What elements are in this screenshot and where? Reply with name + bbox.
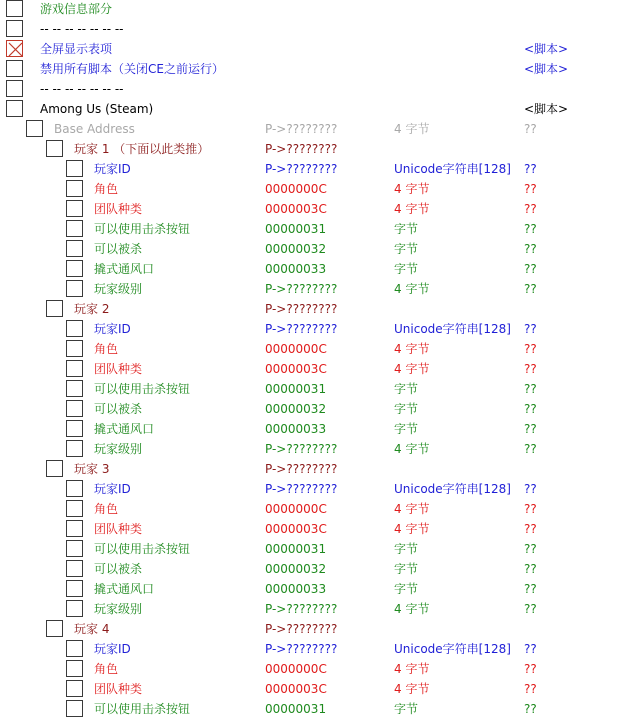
cell-value-type: Unicode字符串[128] bbox=[394, 482, 511, 496]
cell-description: 角色 bbox=[94, 502, 119, 516]
table-row[interactable] bbox=[0, 240, 629, 260]
table-row[interactable] bbox=[0, 420, 629, 440]
cell-description: Base Address bbox=[54, 122, 135, 136]
cell-description: 撬式通风口 bbox=[94, 262, 155, 276]
table-row[interactable] bbox=[0, 300, 629, 320]
cell-value-type: 4 字节 bbox=[394, 602, 430, 616]
table-row[interactable] bbox=[0, 440, 629, 460]
cell-value-type: 4 字节 bbox=[394, 682, 430, 696]
cell-address: 0000000C bbox=[265, 182, 327, 196]
cell-value-type: Unicode字符串[128] bbox=[394, 162, 511, 176]
table-row[interactable] bbox=[0, 680, 629, 700]
table-row[interactable] bbox=[0, 100, 629, 120]
checkbox-icon[interactable] bbox=[66, 640, 83, 657]
cell-description: 团队种类 bbox=[94, 522, 143, 536]
cell-description: 团队种类 bbox=[94, 682, 143, 696]
cell-address: P->???????? bbox=[265, 302, 338, 316]
cell-description: 团队种类 bbox=[94, 362, 143, 376]
checkbox-icon[interactable] bbox=[66, 580, 83, 597]
cell-description: 全屏显示表项 bbox=[40, 42, 113, 56]
checkbox-icon[interactable] bbox=[66, 160, 83, 177]
table-row[interactable] bbox=[0, 460, 629, 480]
cell-value: ?? bbox=[524, 702, 537, 716]
cell-address: 0000003C bbox=[265, 202, 327, 216]
cell-address: 0000000C bbox=[265, 662, 327, 676]
cell-description: 玩家级别 bbox=[94, 602, 143, 616]
cell-description: 玩家ID bbox=[94, 482, 131, 496]
cell-address: P->???????? bbox=[265, 482, 338, 496]
cell-address: P->???????? bbox=[265, 162, 338, 176]
cell-address: 00000032 bbox=[265, 562, 327, 576]
table-row[interactable] bbox=[0, 320, 629, 340]
cell-address: 00000031 bbox=[265, 382, 327, 396]
cell-value-type: Unicode字符串[128] bbox=[394, 322, 511, 336]
table-row[interactable] bbox=[0, 160, 629, 180]
cell-value-type: 4 字节 bbox=[394, 202, 430, 216]
checked-x-icon[interactable] bbox=[6, 40, 23, 57]
table-row[interactable] bbox=[0, 700, 629, 720]
cell-description: 可以被杀 bbox=[94, 242, 143, 256]
cell-address: 00000032 bbox=[265, 402, 327, 416]
table-row[interactable] bbox=[0, 340, 629, 360]
checkbox-icon[interactable] bbox=[66, 380, 83, 397]
checkbox-icon[interactable] bbox=[66, 220, 83, 237]
cell-address: 0000003C bbox=[265, 682, 327, 696]
cell-address: P->???????? bbox=[265, 622, 338, 636]
cell-value: ?? bbox=[524, 582, 537, 596]
cell-value: ?? bbox=[524, 422, 537, 436]
table-row[interactable] bbox=[0, 640, 629, 660]
table-row[interactable] bbox=[0, 620, 629, 640]
cell-address: 00000031 bbox=[265, 222, 327, 236]
checkbox-icon[interactable] bbox=[6, 0, 23, 17]
cell-description: 玩家 4 bbox=[74, 622, 110, 636]
checkbox-icon[interactable] bbox=[66, 560, 83, 577]
checkbox-icon[interactable] bbox=[6, 60, 23, 77]
cell-address: 0000000C bbox=[265, 502, 327, 516]
cell-address: P->???????? bbox=[265, 462, 338, 476]
cell-description: 可以使用击杀按钮 bbox=[94, 702, 191, 716]
cell-value: ?? bbox=[524, 482, 537, 496]
checkbox-icon[interactable] bbox=[66, 200, 83, 217]
cell-address: 00000031 bbox=[265, 542, 327, 556]
table-row[interactable] bbox=[0, 60, 629, 80]
cell-address: 00000033 bbox=[265, 582, 327, 596]
cell-address: P->???????? bbox=[265, 322, 338, 336]
table-row[interactable] bbox=[0, 380, 629, 400]
cell-value-type: 字节 bbox=[394, 262, 419, 276]
table-row[interactable] bbox=[0, 140, 629, 160]
cell-description: 角色 bbox=[94, 182, 119, 196]
cell-address: P->???????? bbox=[265, 122, 338, 136]
checkbox-icon[interactable] bbox=[66, 680, 83, 697]
table-row[interactable] bbox=[0, 400, 629, 420]
cell-description: 团队种类 bbox=[94, 202, 143, 216]
cell-value: ?? bbox=[524, 402, 537, 416]
table-row[interactable] bbox=[0, 260, 629, 280]
checkbox-icon[interactable] bbox=[6, 20, 23, 37]
cell-address: 00000033 bbox=[265, 262, 327, 276]
cell-value: ?? bbox=[524, 502, 537, 516]
cell-description: 可以使用击杀按钮 bbox=[94, 382, 191, 396]
cell-description: 撬式通风口 bbox=[94, 422, 155, 436]
checkbox-icon[interactable] bbox=[66, 660, 83, 677]
table-row[interactable] bbox=[0, 520, 629, 540]
cell-value: ?? bbox=[524, 322, 537, 336]
table-row[interactable] bbox=[0, 220, 629, 240]
table-row[interactable] bbox=[0, 560, 629, 580]
cell-description: 玩家 2 bbox=[74, 302, 110, 316]
cell-value-type: 字节 bbox=[394, 702, 419, 716]
checkbox-icon[interactable] bbox=[66, 240, 83, 257]
cell-value: ?? bbox=[524, 242, 537, 256]
cell-value: ?? bbox=[524, 182, 537, 196]
cell-address: 00000031 bbox=[265, 702, 327, 716]
cell-value-type: 字节 bbox=[394, 402, 419, 416]
table-row[interactable] bbox=[0, 180, 629, 200]
cell-value: ?? bbox=[524, 682, 537, 696]
checkbox-icon[interactable] bbox=[66, 280, 83, 297]
cell-value: <脚本> bbox=[524, 42, 569, 56]
cell-value-type: 4 字节 bbox=[394, 182, 430, 196]
cell-value: <脚本> bbox=[524, 62, 569, 76]
table-row[interactable] bbox=[0, 580, 629, 600]
checkbox-icon[interactable] bbox=[66, 600, 83, 617]
table-row[interactable] bbox=[0, 500, 629, 520]
cell-value: ?? bbox=[524, 202, 537, 216]
cell-value: ?? bbox=[524, 122, 537, 136]
table-row[interactable] bbox=[0, 80, 629, 100]
table-row[interactable] bbox=[0, 480, 629, 500]
checkbox-icon[interactable] bbox=[26, 120, 43, 137]
table-row[interactable] bbox=[0, 360, 629, 380]
table-row[interactable] bbox=[0, 0, 629, 20]
cell-description: 可以使用击杀按钮 bbox=[94, 222, 191, 236]
cell-description: 玩家ID bbox=[94, 162, 131, 176]
cell-value: ?? bbox=[524, 262, 537, 276]
checkbox-icon[interactable] bbox=[66, 360, 83, 377]
cell-description: 可以使用击杀按钮 bbox=[94, 542, 191, 556]
cell-address: 0000000C bbox=[265, 342, 327, 356]
cell-address: P->???????? bbox=[265, 642, 338, 656]
cell-address: 0000003C bbox=[265, 362, 327, 376]
cell-description: 玩家ID bbox=[94, 322, 131, 336]
cell-value-type: 字节 bbox=[394, 542, 419, 556]
cell-value-type: 字节 bbox=[394, 422, 419, 436]
cell-value-type: 4 字节 bbox=[394, 662, 430, 676]
cell-description: 玩家 1 （下面以此类推） bbox=[74, 142, 210, 156]
checkbox-icon[interactable] bbox=[46, 140, 63, 157]
checkbox-icon[interactable] bbox=[66, 340, 83, 357]
table-row[interactable] bbox=[0, 540, 629, 560]
cell-value-type: 4 字节 bbox=[394, 282, 430, 296]
cell-value: ?? bbox=[524, 642, 537, 656]
cell-value: ?? bbox=[524, 222, 537, 236]
cell-value: ?? bbox=[524, 442, 537, 456]
cell-value: ?? bbox=[524, 162, 537, 176]
cell-value: ?? bbox=[524, 362, 537, 376]
checkbox-icon[interactable] bbox=[66, 540, 83, 557]
cell-value-type: 4 字节 bbox=[394, 502, 430, 516]
cell-address: P->???????? bbox=[265, 442, 338, 456]
table-row[interactable] bbox=[0, 660, 629, 680]
checkbox-icon[interactable] bbox=[46, 460, 63, 477]
cell-value: ?? bbox=[524, 382, 537, 396]
cell-value-type: 字节 bbox=[394, 562, 419, 576]
table-row[interactable] bbox=[0, 120, 629, 140]
checkbox-icon[interactable] bbox=[66, 320, 83, 337]
cell-value: ?? bbox=[524, 562, 537, 576]
cell-description: 禁用所有脚本（关闭CE之前运行） bbox=[40, 62, 224, 76]
checkbox-icon[interactable] bbox=[66, 440, 83, 457]
cell-value-type: 4 字节 bbox=[394, 522, 430, 536]
checkbox-icon[interactable] bbox=[66, 700, 83, 717]
cell-description: 玩家ID bbox=[94, 642, 131, 656]
cell-address: 00000032 bbox=[265, 242, 327, 256]
checkbox-icon[interactable] bbox=[66, 480, 83, 497]
cell-description: 玩家 3 bbox=[74, 462, 110, 476]
cell-value-type: 字节 bbox=[394, 582, 419, 596]
checkbox-icon[interactable] bbox=[6, 80, 23, 97]
cell-value: ?? bbox=[524, 282, 537, 296]
cell-value: ?? bbox=[524, 542, 537, 556]
cell-description: Among Us (Steam) bbox=[40, 102, 154, 116]
cell-description: -- -- -- -- -- -- -- bbox=[40, 82, 124, 96]
table-row[interactable] bbox=[0, 20, 629, 40]
cell-value-type: Unicode字符串[128] bbox=[394, 642, 511, 656]
cell-description: -- -- -- -- -- -- -- bbox=[40, 22, 124, 36]
checkbox-icon[interactable] bbox=[6, 100, 23, 117]
cell-address: 0000003C bbox=[265, 522, 327, 536]
cell-description: 可以被杀 bbox=[94, 402, 143, 416]
cell-address: P->???????? bbox=[265, 282, 338, 296]
cell-value-type: 字节 bbox=[394, 242, 419, 256]
checkbox-icon[interactable] bbox=[66, 180, 83, 197]
cell-description: 游戏信息部分 bbox=[40, 2, 113, 16]
cell-value-type: 4 字节 bbox=[394, 362, 430, 376]
table-row[interactable] bbox=[0, 600, 629, 620]
checkbox-icon[interactable] bbox=[66, 420, 83, 437]
cell-address: 00000033 bbox=[265, 422, 327, 436]
cell-value: <脚本> bbox=[524, 102, 569, 116]
cell-value-type: 4 字节 bbox=[394, 122, 430, 136]
cell-address: P->???????? bbox=[265, 142, 338, 156]
checkbox-icon[interactable] bbox=[66, 500, 83, 517]
cell-value-type: 4 字节 bbox=[394, 442, 430, 456]
cell-description: 角色 bbox=[94, 662, 119, 676]
cell-description: 撬式通风口 bbox=[94, 582, 155, 596]
checkbox-icon[interactable] bbox=[46, 300, 63, 317]
cell-value: ?? bbox=[524, 522, 537, 536]
checkbox-icon[interactable] bbox=[46, 620, 63, 637]
cell-value: ?? bbox=[524, 342, 537, 356]
table-row[interactable] bbox=[0, 40, 629, 60]
checkbox-icon[interactable] bbox=[66, 260, 83, 277]
cell-description: 玩家级别 bbox=[94, 282, 143, 296]
checkbox-icon[interactable] bbox=[66, 400, 83, 417]
cell-value-type: 字节 bbox=[394, 382, 419, 396]
table-row[interactable] bbox=[0, 280, 629, 300]
table-row[interactable] bbox=[0, 200, 629, 220]
cell-description: 玩家级别 bbox=[94, 442, 143, 456]
cell-value-type: 字节 bbox=[394, 222, 419, 236]
cell-description: 可以被杀 bbox=[94, 562, 143, 576]
checkbox-icon[interactable] bbox=[66, 520, 83, 537]
cell-value-type: 4 字节 bbox=[394, 342, 430, 356]
cell-value: ?? bbox=[524, 602, 537, 616]
cell-address: P->???????? bbox=[265, 602, 338, 616]
cell-value: ?? bbox=[524, 662, 537, 676]
cell-description: 角色 bbox=[94, 342, 119, 356]
